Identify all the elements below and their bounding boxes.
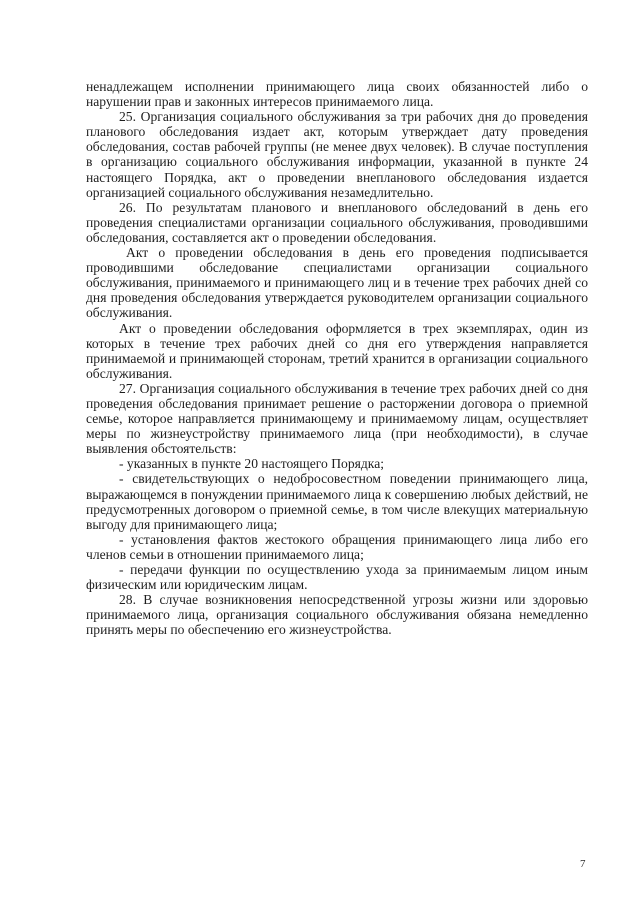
paragraph-clause-26: 26. По результатам планового и внепланового обследований в день его проведения специалистами организации социального обслуживания, проводившими обследования, составляется акт о проведении обследования. [86,199,588,245]
paragraph-clause-27: 27. Организация социального обслуживания в течение трех рабочих дней со дня проведения обследования принимает решение о расторжении договора о приемной семье, которое направляется принимающему и принимаемому лицам, осуществляет меры по жизнеустройству принимаемого лица (при необходимости), в случае выявления обстоятельств: [86,380,588,457]
list-item-care-transfer: - передачи функции по осуществлению ухода за принимаемым лицом иным физическим или юридическим лицам. [86,562,588,593]
page-number: 7 [580,858,586,870]
paragraph-clause-28: 28. В случае возникновения непосредственной угрозы жизни или здоровью принимаемого лица, организация социального обслуживания обязана немедленно принять меры по обеспечению его жизнеустройства. [86,592,588,638]
list-item-cruelty: - установления фактов жестокого обращения принимающего лица либо его членов семьи в отношении принимаемого лица; [86,531,588,562]
paragraph-continuation: ненадлежащем исполнении принимающего лица своих обязанностей либо о нарушении прав и законных интересов принимаемого лица. [86,79,588,110]
paragraph-act-signing: Акт о проведении обследования в день его проведения подписывается проводившими обследование специалистами организации социального обслуживания, принимаемого и принимающего лиц и в течение трех рабочих дней со дня проведения обследования утверждается руководителем организации социального обслуживания. [86,245,588,321]
document-body [86,79,588,637]
list-item-bad-faith: - свидетельствующих о недобросовестном поведении принимающего лица, выражающемся в понуждении принимаемого лица к совершению любых действий, не предусмотренных договором о приемной семье, в том числе влекущих материальную выгоду для принимающего лица; [86,471,588,532]
paragraph-act-copies: Акт о проведении обследования оформляется в трех экземплярах, один из которых в течение трех рабочих дней со дня его утверждения направляется принимаемой и принимающей сторонам, третий хранится в организации социального обслуживания. [86,320,588,381]
list-item-clause-20: - указанных в пункте 20 настоящего Порядка; [119,456,385,472]
paragraph-clause-25: 25. Организация социального обслуживания за три рабочих дня до проведения планового обследования издает акт, которым утверждает дату проведения обследования, состав рабочей группы (не менее двух человек). В случае поступления в организацию социального обслуживания информации, указанной в пункте 24 настоящего Порядка, акт о проведении внепланового обследования издается организацией социального обслуживания незамедлительно. [86,109,588,200]
